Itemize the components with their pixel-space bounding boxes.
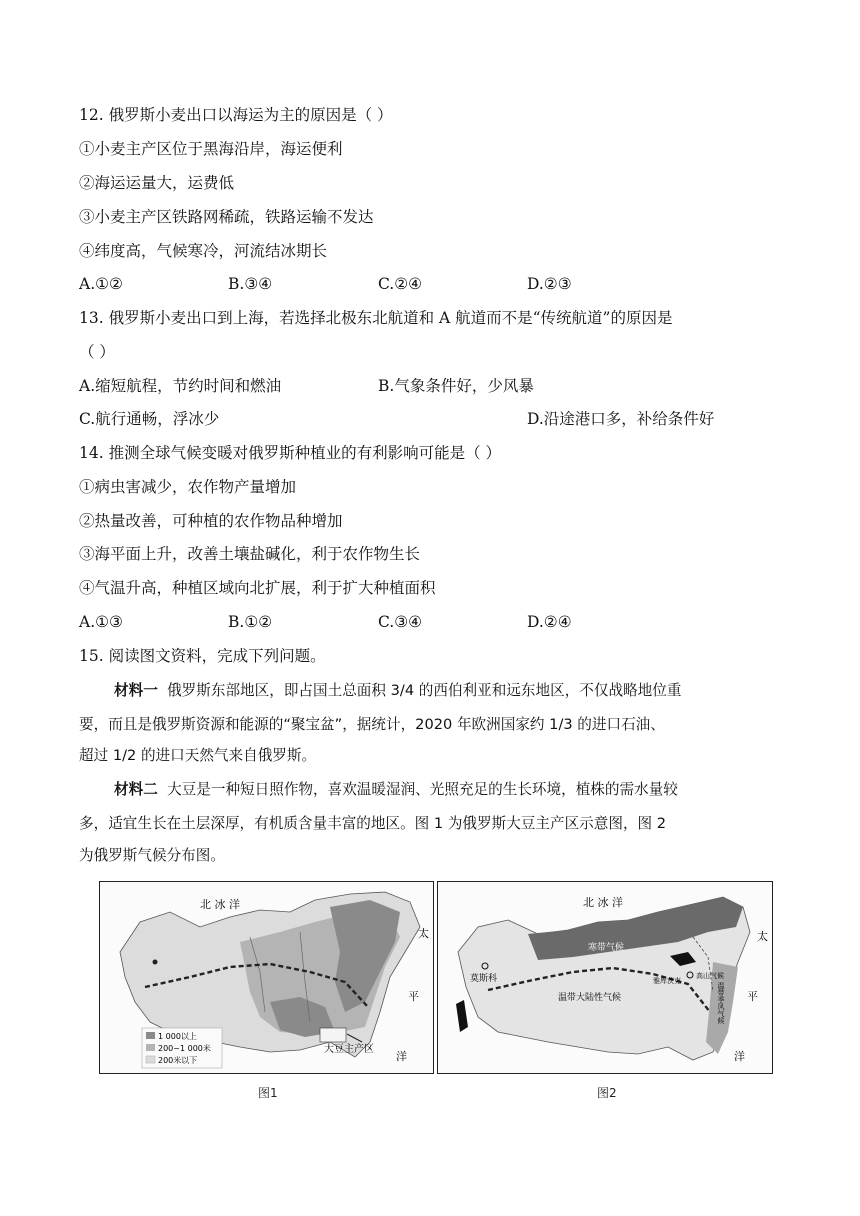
figure-1-svg bbox=[100, 882, 433, 1073]
q12-option-d[interactable]: D.②③ bbox=[527, 275, 572, 293]
pacific-label-1: 太 bbox=[418, 927, 429, 940]
q14-option-d[interactable]: D.②④ bbox=[527, 613, 572, 631]
pacific-label-2: 平 bbox=[747, 990, 758, 1003]
soybean-area bbox=[320, 1028, 346, 1042]
q13-option-c[interactable]: C.航行通畅，浮冰少 bbox=[79, 410, 220, 428]
continental-label: 温带大陆性气候 bbox=[558, 993, 622, 1003]
q13-stem-cont: （ ） bbox=[79, 343, 115, 361]
material-2-line-1 bbox=[79, 780, 820, 800]
material-1-line-3: 超过 1/2 的进口天然气来自俄罗斯。 bbox=[79, 747, 317, 764]
q14-option-a[interactable]: A.①③ bbox=[79, 613, 123, 631]
q14-item-3: ③海平面上升，改善土壤盐碱化，利于农作物生长 bbox=[79, 545, 421, 563]
mountain-label: 高山气候 bbox=[696, 972, 724, 980]
material-1-text-1: 俄罗斯东部地区，即占国土总面积 3/4 的西伯利亚和远东地区，不仅战略地位重 bbox=[167, 682, 682, 699]
q13-option-a[interactable]: A.缩短航程，节约时间和燃油 bbox=[79, 377, 282, 395]
pacific-label-1: 太 bbox=[757, 930, 768, 943]
q12-item-4: ④纬度高，气候寒冷，河流结冰期长 bbox=[79, 242, 328, 260]
figure-1-terrain-map bbox=[99, 881, 434, 1074]
figure-2-climate-map bbox=[437, 881, 773, 1074]
q13-stem: 13. 俄罗斯小麦出口到上海，若选择北极东北航道和 A 航道而不是“传统航道”的原因是 bbox=[79, 309, 673, 327]
pacific-label-2: 平 bbox=[408, 990, 419, 1003]
q15-stem: 15. 阅读图文资料，完成下列问题。 bbox=[79, 647, 326, 665]
highland-patch-2 bbox=[456, 1000, 468, 1032]
q14-option-c[interactable]: C.③④ bbox=[378, 613, 423, 631]
material-1-label: 材料一 bbox=[114, 682, 158, 699]
tundra-label: 寒带气候 bbox=[588, 943, 625, 953]
legend-swatch-low bbox=[146, 1056, 155, 1063]
legend-high: 1 000以上 bbox=[158, 1032, 197, 1041]
q14-item-2: ②热量改善，可种植的农作物品种增加 bbox=[79, 512, 343, 530]
q12-item-1: ①小麦主产区位于黑海沿岸，海运便利 bbox=[79, 140, 343, 158]
monsoon-label: 温带季风气候 bbox=[717, 982, 725, 1024]
material-2-line-2: 多，适宜生长在土层深厚，有机质含量丰富的地区。图 1 为俄罗斯大豆主产区示意图，图 2 bbox=[79, 815, 667, 832]
arctic-ocean-label: 北 冰 洋 bbox=[200, 898, 240, 911]
figure-2-caption: 图2 bbox=[597, 1086, 617, 1100]
pacific-label-3: 洋 bbox=[734, 1050, 745, 1063]
legend-swatch-mid bbox=[146, 1044, 155, 1051]
q12-option-a[interactable]: A.①② bbox=[79, 275, 123, 293]
figure-1-caption: 图1 bbox=[258, 1086, 278, 1100]
figure-maps bbox=[99, 881, 771, 1075]
figure-2-svg bbox=[438, 882, 772, 1073]
q14-item-1: ①病虫害减少，农作物产量增加 bbox=[79, 478, 297, 496]
pacific-label-3: 洋 bbox=[396, 1050, 407, 1063]
capital-dot bbox=[153, 960, 158, 965]
moscow-label: 莫斯科 bbox=[470, 974, 498, 984]
q12-item-3: ③小麦主产区铁路网稀疏，铁路运输不发达 bbox=[79, 208, 374, 226]
legend-low: 200米以下 bbox=[158, 1056, 198, 1065]
material-2-text-1: 大豆是一种短日照作物，喜欢温暖湿润、光照充足的生长环境，植株的需水量较 bbox=[167, 781, 678, 798]
q14-stem: 14. 推测全球气候变暖对俄罗斯种植业的有利影响可能是（ ） bbox=[79, 444, 502, 462]
q14-item-4: ④气温升高，种植区域向北扩展，利于扩大种植面积 bbox=[79, 579, 436, 597]
q13-option-b[interactable]: B.气象条件好，少风暴 bbox=[378, 377, 534, 395]
soybean-label: 大豆主产区 bbox=[324, 1044, 374, 1055]
material-1-line-2: 要，而且是俄罗斯资源和能源的“聚宝盆”，据统计，2020 年欧洲国家约 1/3 的进口石油、 bbox=[79, 716, 665, 733]
q12-item-2: ②海运运量大，运费低 bbox=[79, 174, 235, 192]
q14-option-b[interactable]: B.①② bbox=[228, 613, 273, 631]
legend-swatch-high bbox=[146, 1032, 155, 1039]
q13-option-d[interactable]: D.沿途港口多，补给条件好 bbox=[527, 410, 715, 428]
q12-option-b[interactable]: B.③④ bbox=[228, 275, 273, 293]
material-1-line-1 bbox=[79, 681, 820, 701]
q12-option-c[interactable]: C.②④ bbox=[378, 275, 423, 293]
material-2-line-3: 为俄罗斯气候分布图。 bbox=[79, 847, 225, 864]
yakutsk-label: 雅库茨克 bbox=[653, 977, 681, 985]
q12-stem: 12. 俄罗斯小麦出口以海运为主的原因是（ ） bbox=[79, 106, 393, 124]
arctic-ocean-label: 北 冰 洋 bbox=[583, 896, 623, 909]
material-2-label: 材料二 bbox=[114, 781, 158, 798]
legend-mid: 200~1 000米 bbox=[158, 1044, 211, 1053]
